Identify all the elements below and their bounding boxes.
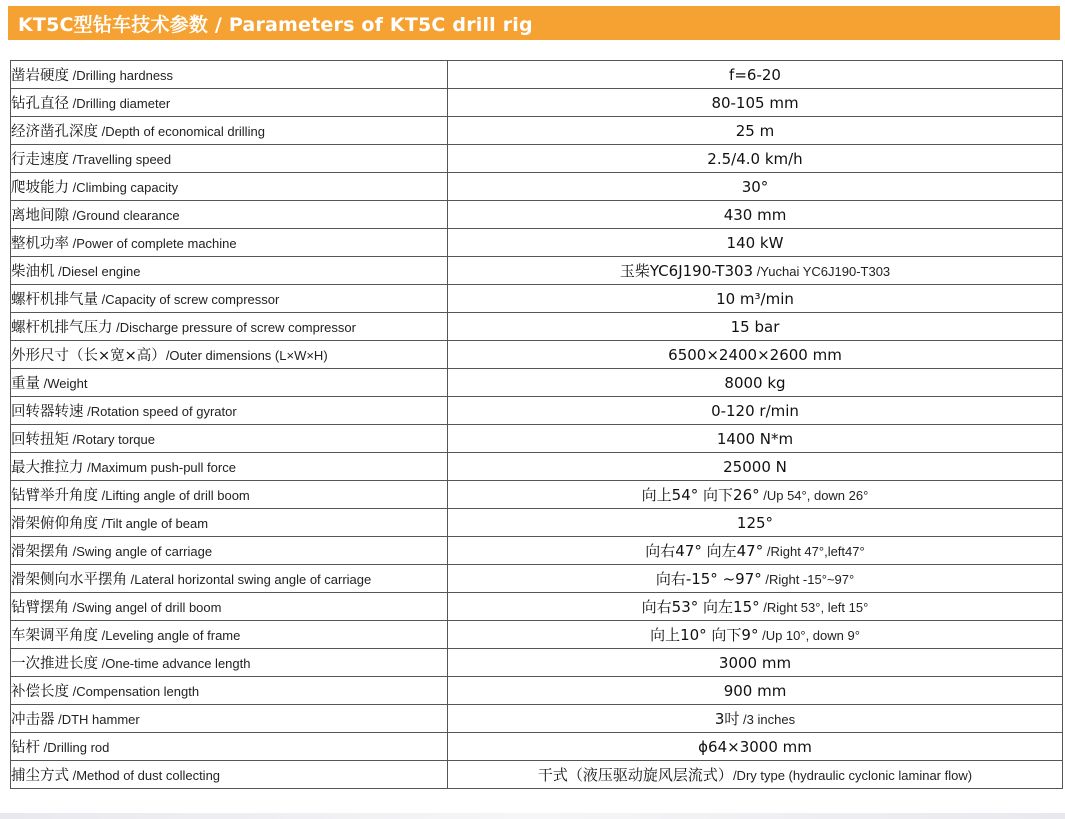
parameter-name-en: /Swing angle of carriage	[69, 544, 213, 559]
parameter-cell	[11, 285, 448, 313]
table-row	[11, 89, 1063, 117]
value-cell	[448, 425, 1063, 453]
table-row	[11, 61, 1063, 89]
parameter-value-en: /Yuchai YC6J190-T303	[753, 264, 891, 279]
parameter-cell	[11, 733, 448, 761]
value-cell	[448, 537, 1063, 565]
parameter-name-cn: 滑架摆角	[11, 544, 69, 560]
table-row	[11, 425, 1063, 453]
parameter-value: f=6-20	[729, 66, 781, 84]
parameter-name-cn: 钻臂摆角	[11, 600, 69, 616]
parameter-value: 6500×2400×2600 mm	[668, 346, 842, 364]
value-cell	[448, 565, 1063, 593]
value-cell	[448, 481, 1063, 509]
table-row	[11, 229, 1063, 257]
parameter-name-cn: 螺杆机排气压力	[11, 320, 113, 336]
parameter-name-en: /Leveling angle of frame	[98, 628, 241, 643]
parameter-value: 向上54° 向下26°	[641, 486, 760, 504]
table-row	[11, 257, 1063, 285]
table-row	[11, 285, 1063, 313]
parameter-name-cn: 捕尘方式	[11, 768, 69, 784]
value-cell	[448, 369, 1063, 397]
parameter-cell	[11, 229, 448, 257]
parameter-value-en: /3 inches	[739, 712, 796, 727]
parameter-value-en: /Dry type (hydraulic cyclonic laminar flow)	[732, 768, 973, 783]
parameter-name-en: /Outer dimensions (L×W×H)	[165, 348, 328, 363]
parameter-name-en: /Compensation length	[69, 684, 200, 699]
parameter-name-cn: 最大推拉力	[11, 460, 84, 476]
parameter-value: 25 m	[735, 122, 775, 140]
page-title: KT5C型钻车技术参数 / Parameters of KT5C drill rig	[18, 13, 533, 36]
table-row	[11, 145, 1063, 173]
parameter-cell	[11, 761, 448, 789]
parameter-cell	[11, 341, 448, 369]
spec-table-body	[11, 61, 1063, 789]
parameter-name-en: /Drilling diameter	[69, 96, 171, 111]
parameter-cell	[11, 705, 448, 733]
table-row	[11, 761, 1063, 789]
parameter-cell	[11, 89, 448, 117]
parameter-cell	[11, 117, 448, 145]
parameter-value: 140 kW	[726, 234, 784, 252]
parameter-name-cn: 凿岩硬度	[11, 68, 69, 84]
parameter-cell	[11, 649, 448, 677]
parameter-cell	[11, 397, 448, 425]
value-cell	[448, 677, 1063, 705]
parameter-value: 2.5/4.0 km/h	[707, 150, 803, 168]
parameter-value: 干式（液压驱动旋风层流式）	[537, 766, 733, 784]
parameter-cell	[11, 621, 448, 649]
parameter-cell	[11, 565, 448, 593]
parameter-value: 0-120 r/min	[711, 402, 799, 420]
parameter-name-cn: 重量	[11, 376, 40, 392]
parameter-name-en: /Climbing capacity	[69, 180, 179, 195]
parameter-name-en: /Weight	[40, 376, 88, 391]
parameter-name-cn: 滑架俯仰角度	[11, 516, 98, 532]
table-row	[11, 537, 1063, 565]
parameter-value: 430 mm	[723, 206, 787, 224]
title-banner	[8, 6, 1060, 40]
parameter-name-en: /Method of dust collecting	[69, 768, 221, 783]
parameter-value: 8000 kg	[724, 374, 786, 392]
parameter-value-en: /Up 10°, down 9°	[758, 628, 860, 643]
parameter-name-en: /Rotary torque	[69, 432, 155, 447]
parameter-cell	[11, 61, 448, 89]
parameter-value: 3吋	[714, 710, 740, 728]
parameter-name-cn: 冲击器	[11, 712, 55, 728]
value-cell	[448, 285, 1063, 313]
table-row	[11, 173, 1063, 201]
value-cell	[448, 229, 1063, 257]
parameter-value: 125°	[736, 514, 774, 532]
parameter-name-en: /Power of complete machine	[69, 236, 237, 251]
parameter-value-en: /Right -15°~97°	[761, 572, 855, 587]
parameter-name-cn: 滑架侧向水平摆角	[11, 572, 127, 588]
table-row	[11, 117, 1063, 145]
table-row	[11, 733, 1063, 761]
table-row	[11, 593, 1063, 621]
parameter-cell	[11, 453, 448, 481]
value-cell	[448, 89, 1063, 117]
parameter-name-cn: 车架调平角度	[11, 628, 98, 644]
spec-table	[10, 60, 1063, 789]
value-cell	[448, 257, 1063, 285]
parameter-cell	[11, 369, 448, 397]
parameter-name-cn: 一次推进长度	[11, 656, 98, 672]
value-cell	[448, 705, 1063, 733]
parameter-cell	[11, 677, 448, 705]
parameter-value: 80-105 mm	[711, 94, 799, 112]
table-row	[11, 649, 1063, 677]
parameter-name-cn: 回转器转速	[11, 404, 84, 420]
parameter-name-cn: 行走速度	[11, 152, 69, 168]
parameter-name-en: /DTH hammer	[54, 712, 140, 727]
parameter-name-en: /One-time advance length	[98, 656, 251, 671]
table-row	[11, 565, 1063, 593]
parameter-name-cn: 柴油机	[11, 264, 55, 280]
table-row	[11, 705, 1063, 733]
value-cell	[448, 117, 1063, 145]
parameter-name-cn: 回转扭矩	[11, 432, 69, 448]
parameter-value: 25000 N	[723, 458, 787, 476]
parameter-name-cn: 爬坡能力	[11, 180, 69, 196]
parameter-value: 30°	[741, 178, 769, 196]
parameter-value: 向上10° 向下9°	[650, 626, 759, 644]
parameter-name-en: /Lifting angle of drill boom	[98, 488, 250, 503]
parameter-name-cn: 钻臂举升角度	[11, 488, 98, 504]
parameter-value: 900 mm	[723, 682, 787, 700]
parameter-name-en: /Drilling hardness	[69, 68, 174, 83]
parameter-value: 15 bar	[730, 318, 780, 336]
value-cell	[448, 509, 1063, 537]
value-cell	[448, 733, 1063, 761]
parameter-value-en: /Right 47°,left47°	[763, 544, 865, 559]
value-cell	[448, 621, 1063, 649]
parameter-name-cn: 钻杆	[11, 740, 40, 756]
parameter-value: 向右47° 向左47°	[645, 542, 764, 560]
parameter-cell	[11, 593, 448, 621]
parameter-name-en: /Tilt angle of beam	[98, 516, 209, 531]
parameter-value: 10 m³/min	[716, 290, 794, 308]
bottom-decoration	[0, 813, 1065, 819]
parameter-name-en: /Maximum push-pull force	[83, 460, 236, 475]
parameter-cell	[11, 257, 448, 285]
parameter-cell	[11, 481, 448, 509]
value-cell	[448, 453, 1063, 481]
parameter-name-en: /Lateral horizontal swing angle of carriage	[127, 572, 372, 587]
table-row	[11, 453, 1063, 481]
table-row	[11, 509, 1063, 537]
parameter-value: 1400 N*m	[716, 430, 794, 448]
parameter-cell	[11, 537, 448, 565]
table-row	[11, 341, 1063, 369]
parameter-cell	[11, 201, 448, 229]
value-cell	[448, 649, 1063, 677]
value-cell	[448, 341, 1063, 369]
parameter-name-cn: 螺杆机排气量	[11, 292, 98, 308]
parameter-value: 玉柴YC6J190-T303	[619, 262, 754, 280]
value-cell	[448, 313, 1063, 341]
parameter-name-en: /Discharge pressure of screw compressor	[112, 320, 356, 335]
parameter-name-en: /Rotation speed of gyrator	[83, 404, 237, 419]
parameter-name-cn: 外形尺寸（长×宽×高）	[11, 348, 166, 364]
parameter-name-en: /Capacity of screw compressor	[98, 292, 280, 307]
parameter-value-en: /Right 53°, left 15°	[759, 600, 869, 615]
parameter-cell	[11, 509, 448, 537]
parameter-cell	[11, 173, 448, 201]
parameter-cell	[11, 145, 448, 173]
parameter-name-en: /Travelling speed	[69, 152, 172, 167]
table-row	[11, 481, 1063, 509]
parameter-value: 向右-15° ~97°	[655, 570, 762, 588]
value-cell	[448, 593, 1063, 621]
table-row	[11, 397, 1063, 425]
parameter-name-en: /Ground clearance	[69, 208, 180, 223]
table-row	[11, 313, 1063, 341]
parameter-cell	[11, 313, 448, 341]
value-cell	[448, 201, 1063, 229]
parameter-name-en: /Drilling rod	[40, 740, 110, 755]
parameter-name-cn: 整机功率	[11, 236, 69, 252]
parameter-name-en: /Diesel engine	[54, 264, 141, 279]
table-row	[11, 621, 1063, 649]
parameter-name-cn: 钻孔直径	[11, 96, 69, 112]
parameter-value-en: /Up 54°, down 26°	[759, 488, 869, 503]
value-cell	[448, 761, 1063, 789]
table-row	[11, 369, 1063, 397]
parameter-name-cn: 离地间隙	[11, 208, 69, 224]
value-cell	[448, 173, 1063, 201]
parameter-name-cn: 补偿长度	[11, 684, 69, 700]
parameter-name-en: /Swing angel of drill boom	[69, 600, 222, 615]
value-cell	[448, 397, 1063, 425]
parameter-value: ϕ64×3000 mm	[698, 738, 812, 756]
parameter-name-en: /Depth of economical drilling	[98, 124, 265, 139]
parameter-name-cn: 经济凿孔深度	[11, 124, 98, 140]
table-row	[11, 677, 1063, 705]
parameter-cell	[11, 425, 448, 453]
value-cell	[448, 61, 1063, 89]
table-row	[11, 201, 1063, 229]
parameter-value: 3000 mm	[718, 654, 792, 672]
parameter-value: 向右53° 向左15°	[641, 598, 760, 616]
value-cell	[448, 145, 1063, 173]
